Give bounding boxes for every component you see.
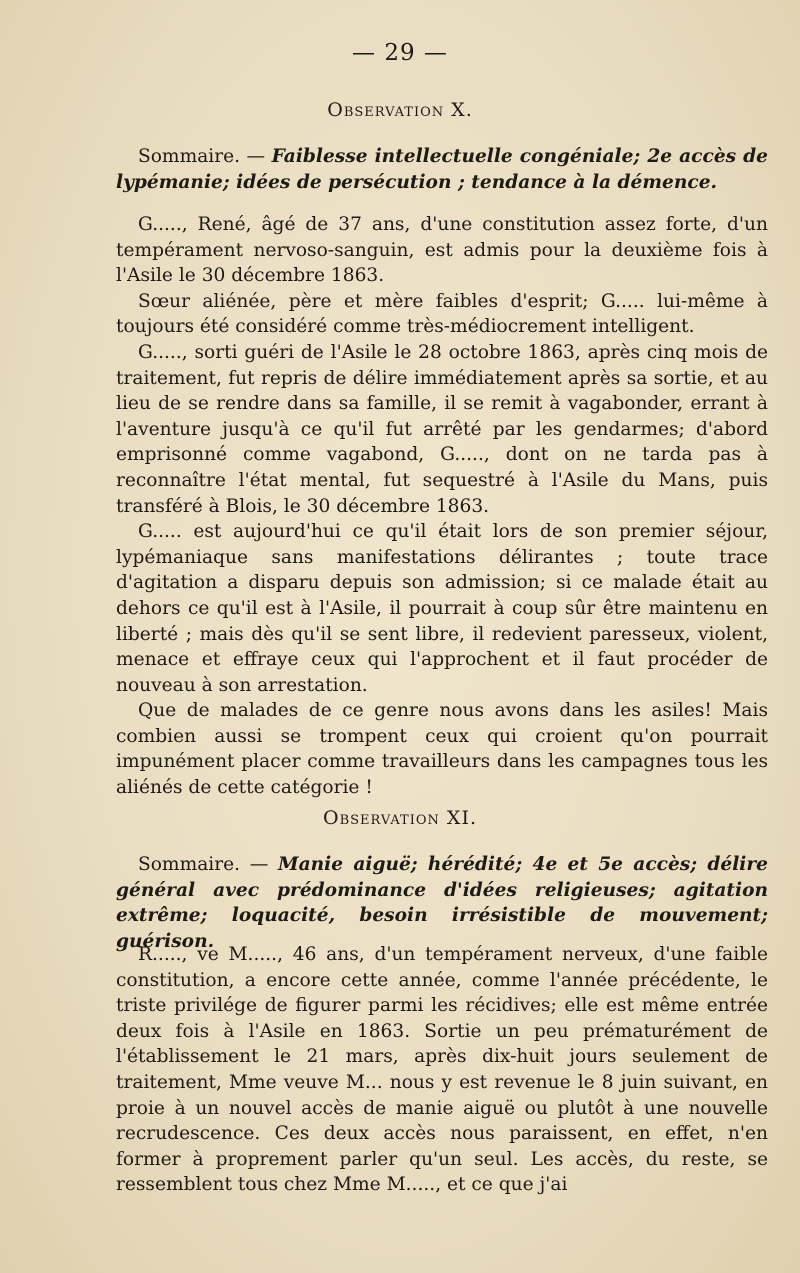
summary-label: Sommaire. —	[138, 854, 279, 875]
observation-x-heading: Observation X.	[327, 99, 473, 121]
page-number: — 29 —	[352, 40, 448, 66]
paragraph: Sœur aliénée, père et mère faibles d'esprit; G..... lui-même à toujours été considéré comme très-médiocrement intelligent.	[116, 290, 768, 338]
observation-xi-body	[116, 942, 768, 1198]
paragraph: R....., ve M....., 46 ans, d'un tempérament nerveux, d'une faible constitution, a encore cette année, comme l'année précédente, le triste privilége de figurer parmi les récidives; elle est même entrée deux fois à l'Asile en 1863. Sortie un peu prématurément de l'établissement le 21 mars, après dix-huit jours seulement de traitement, Mme veuve M... nous y est revenue le 8 juin suivant, en proie à un nouvel accès de manie aiguë ou plutôt à une nouvelle recrudescence. Ces deux accès nous paraissent, en effet, n'en former à proprement parler qu'un seul. Les accès, du reste, se ressemblent tous chez Mme M....., et ce que j'ai	[116, 944, 768, 1196]
paragraph: G..... est aujourd'hui ce qu'il était lors de son premier séjour, lypémaniaque sans manifestations délirantes ; toute trace d'agitation a disparu depuis son admission; si ce malade était au dehors ce qu'il est à l'Asile, il pourrait à coup sûr être maintenu en liberté ; mais dès qu'il se sent libre, il redevient paresseux, violent, menace et effraye ceux qui l'approchent et il faut procéder de nouveau à son arrestation.	[116, 521, 768, 696]
observation-x-body	[116, 212, 768, 801]
summary-text: Manie aiguë; hérédité; 4e et 5e accès; délire général avec prédominance d'idées religieuses; agitation extrême; loquacité, besoin irrésistible de mouvement; guérison.	[116, 854, 768, 952]
summary-label: Sommaire. —	[138, 146, 272, 167]
summary-text: Faiblesse intellectuelle congéniale; 2e accès de lypémanie; idées de persécution ; tendance à la démence.	[116, 146, 768, 193]
paragraph: G....., sorti guéri de l'Asile le 28 octobre 1863, après cinq mois de traitement, fut repris de délire immédiatement après sa sortie, et au lieu de se rendre dans sa famille, il se remit à vagabonder, errant à l'aventure jusqu'à ce qu'il fut arrêté par les gendarmes; d'abord emprisonné comme vagabond, G....., dont on ne tarda pas à reconnaître l'état mental, fut sequestré à l'Asile du Mans, puis transféré à Blois, le 30 décembre 1863.	[116, 341, 768, 517]
observation-x-summary	[116, 144, 768, 195]
paragraph: Que de malades de ce genre nous avons dans les asiles! Mais combien aussi se trompent ceux qui croient qu'on pourrait impunément placer comme travailleurs dans les campagnes tous les aliénés de cette catégorie !	[116, 700, 768, 799]
paragraph: G....., René, âgé de 37 ans, d'une constitution assez forte, d'un tempérament nervoso-sanguin, est admis pour la deuxième fois à l'Asile le 30 décembre 1863.	[116, 214, 768, 287]
observation-xi-summary	[116, 852, 768, 954]
observation-xi-heading: Observation XI.	[323, 807, 477, 829]
